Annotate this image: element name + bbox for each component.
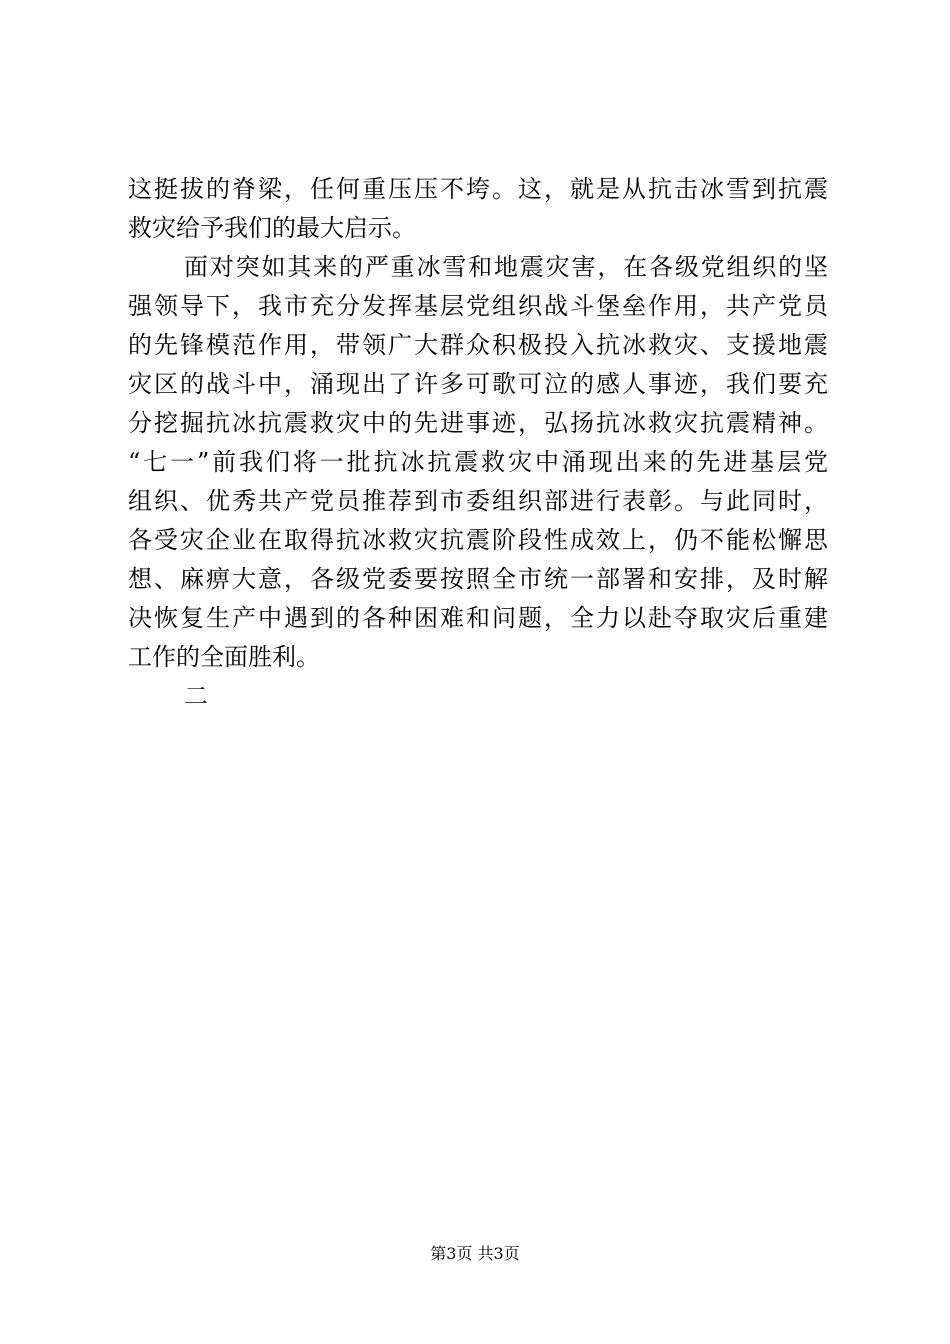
- text-line: 灾区的战斗中，涌现出了许多可歌可泣的感人事迹，我们要充: [128, 370, 828, 398]
- text-line: 强领导下，我市充分发挥基层党组织战斗堡垒作用，共产党员: [128, 292, 828, 320]
- text-line: 想、麻痹大意，各级党委要按照全市统一部署和安排，及时解: [128, 565, 828, 593]
- text-line: “七一”前我们将一批抗冰抗震救灾中涌现出来的先进基层党: [128, 448, 828, 476]
- text-line: 的先锋模范作用，带领广大群众积极投入抗冰救灾、支援地震: [128, 331, 828, 359]
- page-footer: 第3页 共3页: [430, 1244, 520, 1263]
- text-line: 分挖掘抗冰抗震救灾中的先进事迹，弘扬抗冰救灾抗震精神。: [128, 409, 828, 437]
- text-line: 工作的全面胜利。: [128, 643, 320, 671]
- text-line: 决恢复生产中遇到的各种困难和问题，全力以赴夺取灾后重建: [128, 604, 828, 632]
- text-line: 面对突如其来的严重冰雪和地震灾害，在各级党组织的坚: [184, 253, 828, 281]
- text-line: 救灾给予我们的最大启示。: [128, 214, 416, 242]
- text-line: 二: [184, 682, 208, 710]
- text-line: 各受灾企业在取得抗冰救灾抗震阶段性成效上，仍不能松懈思: [128, 526, 828, 554]
- text-line: 这挺拔的脊梁，任何重压压不垮。这，就是从抗击冰雪到抗震: [128, 175, 828, 203]
- body-text: [128, 170, 828, 716]
- text-line: 组织、优秀共产党员推荐到市委组织部进行表彰。与此同时，: [128, 487, 828, 515]
